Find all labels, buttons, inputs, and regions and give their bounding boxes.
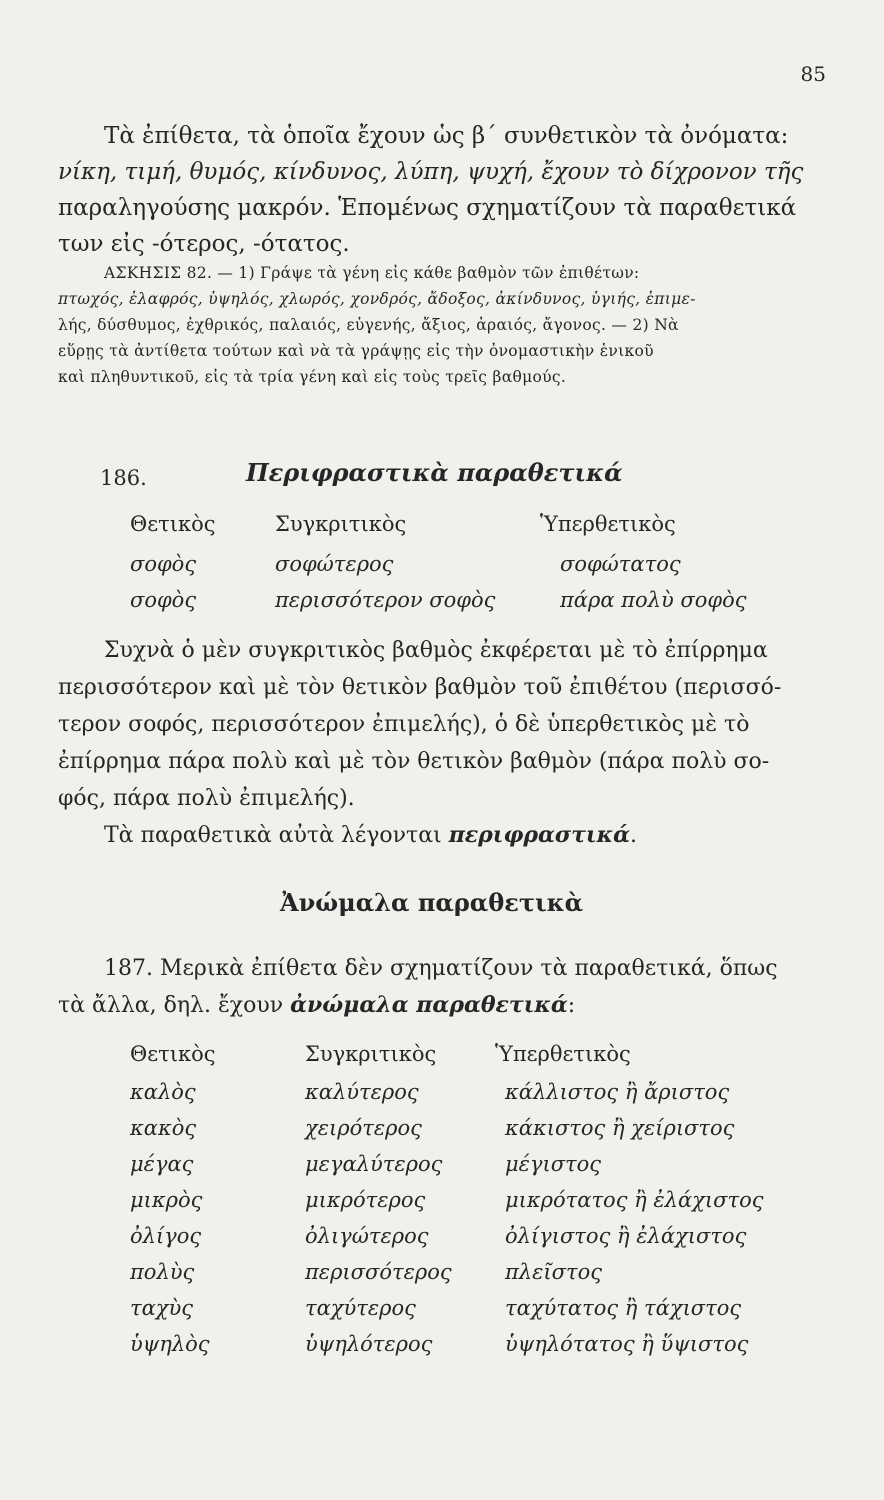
page-number: 85 [800, 62, 826, 86]
cell-positive: σοφὸς [130, 588, 197, 612]
cell-comparative: μεγαλύτερος [305, 1152, 443, 1176]
exercise-line: ΑΣΚΗΣΙΣ 82. — 1) Γράψε τὰ γένη εἰς κάθε βαθμὸν τῶν ἐπιθέτων: [104, 264, 640, 282]
cell-comparative: σοφώτερος [275, 552, 394, 576]
cell-positive: ταχὺς [130, 1296, 194, 1320]
table-row [0, 1188, 884, 1224]
line2-term: ἀνώμαλα παραθετικά [290, 992, 568, 1018]
cell-positive: ὑψηλὸς [130, 1332, 210, 1356]
table-row [0, 552, 884, 588]
intro-line: νίκη, τιμή, θυμός, κίνδυνος, λύπη, ψυχή, ἔχουν τὸ δίχρονον τῆς [58, 159, 804, 185]
line2-suffix: : [567, 993, 576, 1018]
table-187-header [0, 1042, 884, 1078]
header-comparative: Συγκριτικὸς [275, 512, 407, 536]
cell-positive: κακὸς [130, 1116, 197, 1140]
paragraph-line: τερον σοφός, περισσότερον ἐπιμελής), ὁ δὲ ὑπερθετικὸς μὲ τὸ [58, 712, 750, 737]
cell-comparative: μικρότερος [305, 1188, 426, 1212]
cell-positive: καλὸς [130, 1080, 196, 1104]
table-row [0, 1080, 884, 1116]
table-186-header [0, 512, 884, 548]
cell-superlative: κάλλιστος ἢ ἄριστος [505, 1080, 730, 1104]
closing-prefix: Τὰ παραθετικὰ αὐτὰ λέγονται [104, 823, 449, 848]
table-row [0, 1296, 884, 1332]
cell-superlative: ταχύτατος ἢ τάχιστος [505, 1296, 742, 1320]
paragraph-line: Συχνὰ ὁ μὲν συγκριτικὸς βαθμὸς ἐκφέρεται μὲ τὸ ἐπίρρημα [104, 638, 768, 663]
cell-comparative: ταχύτερος [305, 1296, 416, 1320]
section-186-paragraph [58, 632, 828, 854]
header-positive: Θετικὸς [130, 512, 216, 536]
cell-positive: σοφὸς [130, 552, 197, 576]
line2-prefix: τὰ ἄλλα, δηλ. ἔχουν [58, 993, 291, 1018]
table-row [0, 588, 884, 624]
closing-line [58, 817, 828, 854]
exercise-line: εὕρῃς τὰ ἀντίθετα τούτων καὶ νὰ τὰ γράψῃς εἰς τὴν ὀνομαστικὴν ἑνικοῦ [58, 342, 654, 360]
cell-superlative: πλεῖστος [505, 1260, 602, 1284]
section-186-title: Περιφραστικὰ παραθετικά [246, 458, 623, 487]
cell-superlative: ὀλίγιστος ἢ ἐλάχιστος [505, 1224, 747, 1248]
cell-positive: πολὺς [130, 1260, 195, 1284]
paragraph-line: φός, πάρα πολὺ ἐπιμελής). [58, 786, 355, 811]
table-row [0, 1260, 884, 1296]
table-row [0, 1116, 884, 1152]
cell-comparative: περισσότερος [305, 1260, 452, 1284]
table-row [0, 1332, 884, 1368]
cell-superlative: σοφώτατος [560, 552, 681, 576]
header-comparative: Συγκριτικὸς [305, 1042, 437, 1066]
cell-comparative: χειρότερος [305, 1116, 422, 1140]
exercise-line: καὶ πληθυντικοῦ, εἰς τὰ τρία γένη καὶ εἰς τοὺς τρεῖς βαθμούς. [58, 368, 567, 386]
cell-comparative: περισσότερον σοφὸς [275, 588, 496, 612]
cell-positive: μέγας [130, 1152, 194, 1176]
paragraph-line: 187. Μερικὰ ἐπίθετα δὲν σχηματίζουν τὰ παραθετικά, ὅπως [104, 956, 778, 981]
paragraph-line [58, 987, 828, 1024]
cell-superlative: μικρότατος ἢ ἐλάχιστος [505, 1188, 764, 1212]
cell-positive: μικρὸς [130, 1188, 203, 1212]
intro-line: Τὰ ἐπίθετα, τὰ ὁποῖα ἔχουν ὡς β΄ συνθετικὸν τὰ ὀνόματα: [104, 123, 789, 149]
cell-superlative: μέγιστος [505, 1152, 602, 1176]
section-187-title: Ἀνώμαλα παραθετικὰ [280, 888, 584, 917]
exercise-line: λής, δύσθυμος, ἐχθρικός, παλαιός, εὐγενής, ἄξιος, ἀραιός, ἄγονος. — 2) Νὰ [58, 316, 679, 334]
cell-superlative: ὑψηλότατος ἢ ὕψιστος [505, 1332, 749, 1356]
cell-positive: ὀλίγος [130, 1224, 202, 1248]
exercise-82 [58, 260, 828, 390]
section-186-number: 186. [100, 466, 147, 490]
intro-paragraph [58, 118, 828, 262]
cell-comparative: καλύτερος [305, 1080, 419, 1104]
table-row [0, 1152, 884, 1188]
closing-term: περιφραστικά [448, 822, 630, 848]
intro-line: παραληγούσης μακρόν. Ἑπομένως σχηματίζουν τὰ παραθετικά [58, 195, 797, 221]
paragraph-line: ἐπίρρημα πάρα πολὺ καὶ μὲ τὸν θετικὸν βαθμὸν (πάρα πολὺ σο- [58, 749, 770, 774]
closing-suffix: . [630, 823, 637, 848]
cell-comparative: ὀλιγώτερος [305, 1224, 429, 1248]
cell-superlative: κάκιστος ἢ χείριστος [505, 1116, 735, 1140]
intro-line: των εἰς -ότερος, -ότατος. [58, 231, 350, 257]
cell-comparative: ὑψηλότερος [305, 1332, 433, 1356]
table-row [0, 1224, 884, 1260]
section-187-paragraph [58, 950, 828, 1024]
paragraph-line: περισσότερον καὶ μὲ τὸν θετικὸν βαθμὸν τοῦ ἐπιθέτου (περισσό- [58, 675, 782, 700]
header-positive: Θετικὸς [130, 1042, 216, 1066]
header-superlative: Ὑπερθετικὸς [495, 1042, 631, 1066]
header-superlative: Ὑπερθετικὸς [540, 512, 676, 536]
exercise-line: πτωχός, ἐλαφρός, ὑψηλός, χλωρός, χονδρός, ἄδοξος, ἀκίνδυνος, ὑγιής, ἐπιμε- [58, 290, 696, 308]
cell-superlative: πάρα πολὺ σοφὸς [560, 588, 747, 612]
